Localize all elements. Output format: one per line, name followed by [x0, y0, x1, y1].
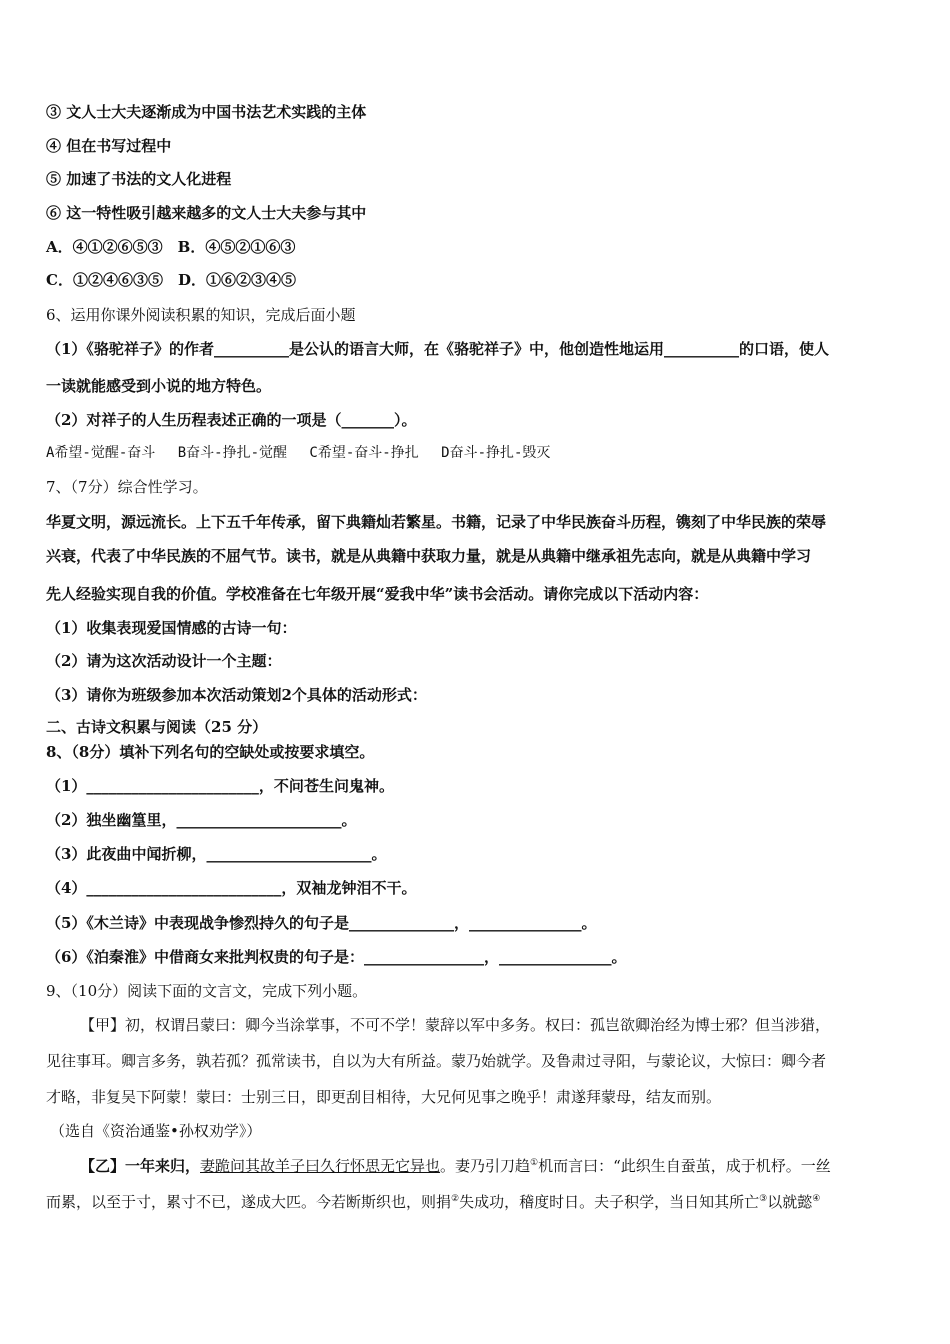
question-7-part-1: （1）收集表现爱国情感的古诗一句： [46, 619, 297, 637]
passage-yi-line-2 [46, 1192, 820, 1212]
question-7-heading: 7、（7分）综合性学习。 [46, 478, 208, 496]
question-8-item-2: （2）独坐幽篁里，______________________。 [46, 811, 357, 829]
question-7-part-2: （2）请为这次活动设计一个主题： [46, 652, 282, 670]
passage-yi-text-5: 以就懿 [767, 1193, 813, 1211]
question-6-heading: 6、运用你课外阅读积累的知识，完成后面小题 [46, 306, 356, 324]
question-8-item-3: （3）此夜曲中闻折柳，______________________。 [46, 845, 387, 863]
passage-yi-text-4: 失成功，稽度时日。夫子积学，当日知其所亡 [459, 1193, 760, 1211]
answer-choices-ab: A．④①②⑥⑤③ B．④⑤②①⑥③ [46, 238, 296, 256]
answer-choices-cd: C．①②④⑥③⑤ D．①⑥②③④⑤ [46, 271, 296, 289]
question-7-part-3: （3）请你为班级参加本次活动策划2个具体的活动形式： [46, 686, 427, 704]
question-7-passage-3: 先人经验实现自我的价值。学校准备在七年级开展“爱我中华”读书会活动。请你完成以下活动内容： [46, 585, 709, 603]
option-line-6: ⑥ 这一特性吸引越来越多的文人士大夫参与其中 [46, 204, 367, 222]
question-6-part-1: （1）《骆驼祥子》的作者__________是公认的语言大师，在《骆驼祥子》中，他创造性地运用__________的口语，使人 [46, 340, 829, 358]
question-8-item-1: （1）_______________________，不问苍生问鬼神。 [46, 777, 394, 795]
option-line-3: ③ 文人士大夫逐渐成为中国书法艺术实践的主体 [46, 103, 367, 121]
passage-yi-intro: 【乙】一年来归， [80, 1157, 201, 1175]
passage-yi-line-1 [80, 1156, 831, 1176]
passage-yi-text-2: 机而言曰：“此织生自蚕茧，成于机杼。一丝 [538, 1157, 831, 1175]
passage-jia-line-2: 见往事耳。卿言多务，孰若孤？孤常读书，自以为大有所益。蒙乃始就学。及鲁肃过寻阳，与蒙论议，大惊曰：卿今者 [46, 1052, 827, 1070]
question-9-heading: 9、（10分）阅读下面的文言文，完成下列小题。 [46, 982, 368, 1000]
passage-jia-line-3: 才略，非复吴下阿蒙！蒙曰：士别三日，即更刮目相待，大兄何见事之晚乎！肃遂拜蒙母，结友而别。 [46, 1088, 722, 1106]
question-8-item-6: （6）《泊秦淮》中借商女来批判权贵的句子是：________________，_______________。 [46, 948, 627, 966]
question-7-passage-2: 兴衰，代表了中华民族的不屈气节。读书，就是从典籍中获取力量，就是从典籍中继承祖先志向，就是从典籍中学习 [46, 547, 812, 565]
question-8-item-5: （5）《木兰诗》中表现战争惨烈持久的句子是______________，_______________。 [46, 914, 597, 932]
option-line-4: ④ 但在书写过程中 [46, 137, 172, 155]
question-8-heading: 8、（8分）填补下列名句的空缺处或按要求填空。 [46, 743, 375, 761]
question-6-part-2: （2）对祥子的人生历程表述正确的一项是（_______）。 [46, 411, 417, 429]
passage-jia-source: （选自《资治通鉴•孙权劝学》） [50, 1122, 262, 1140]
underlined-sentence: 妻跪问其故羊子曰久行怀思无它异也 [200, 1157, 441, 1175]
passage-yi-text-3: 而累，以至于寸，累寸不已，遂成大匹。今若断斯织也，则捐 [46, 1193, 452, 1211]
question-7-passage-1: 华夏文明，源远流长。上下五千年传承，留下典籍灿若繁星。书籍，记录了中华民族奋斗历程，镌刻了中华民族的荣辱 [46, 513, 827, 531]
passage-jia-line-1: 【甲】初，权谓吕蒙曰：卿今当涂掌事，不可不学！蒙辞以军中多务。权曰：孤岂欲卿治经为博士邪？但当涉猎， [80, 1016, 831, 1034]
footnote-mark-1: ① [530, 1158, 539, 1168]
question-8-item-4: （4）__________________________，双袖龙钟泪不干。 [46, 879, 417, 897]
question-6-part-1-cont: 一读就能感受到小说的地方特色。 [46, 377, 272, 395]
footnote-mark-2: ② [451, 1194, 460, 1204]
question-6-choices: A希望-觉醒-奋斗 B奋斗-挣扎-觉醒 C希望-奋斗-挣扎 D奋斗-挣扎-毁灭 [46, 445, 551, 461]
passage-yi-text: 。妻乃引刀趋 [440, 1157, 531, 1175]
section-2-heading: 二、古诗文积累与阅读（25 分） [46, 718, 268, 736]
option-line-5: ⑤ 加速了书法的文人化进程 [46, 170, 232, 188]
footnote-mark-3: ③ [759, 1194, 768, 1204]
footnote-mark-4: ④ [812, 1194, 821, 1204]
